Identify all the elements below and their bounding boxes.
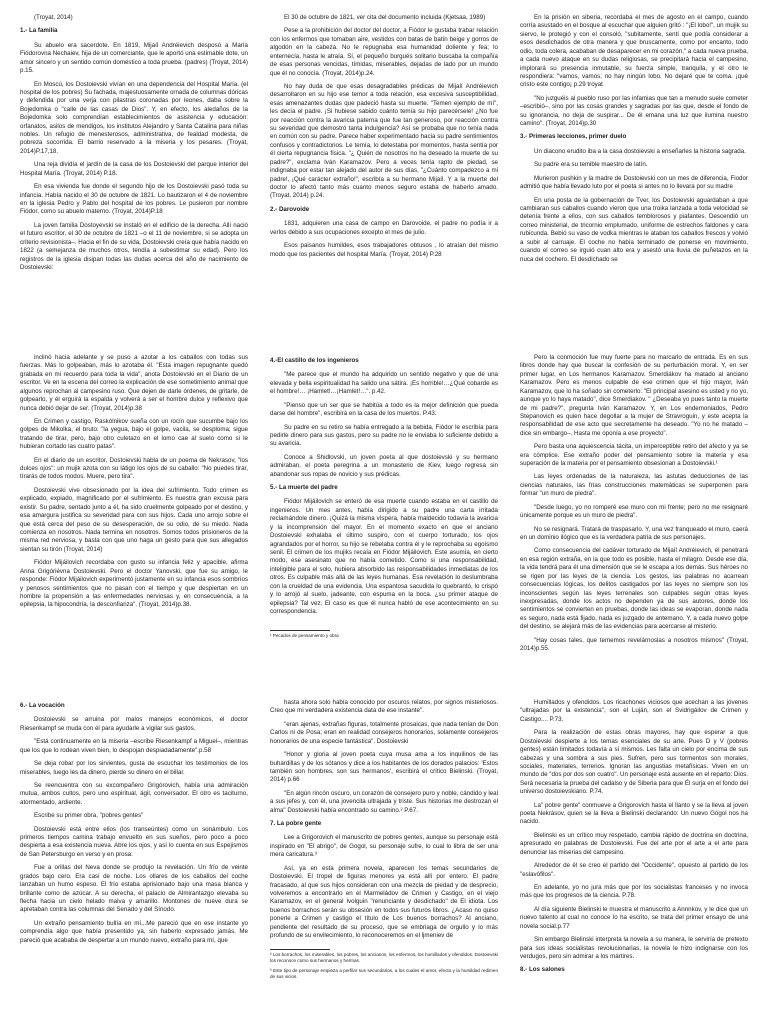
page-section-1: [0, 0, 768, 318]
paragraph: "En algún rincón oscuro, un corazón de consejero puro y noble, cándido y leal a sus jefes y, con él, una jovencita ultrajada y triste. Sus historias me destrozan el alma" Dostoievski había encontrado su camino.² P.67.: [270, 789, 498, 814]
paragraph: Pese a la prohibición del doctor del doctor, a Fiódor le gustaba trabar relación con los enfermos que tomaban aire, vestidos con batas de batín beige y gorros de algodón en la cabeza. No le repugnaba esa humanidad doliente y fea; lo enternecía, hasta le atraía. Sí, el pequeño burgués solitario buscaba la compañía de esas personas vencidas, tímidas, miserables, dejadas de lado por un mundo que él no conocía. (Troyat, 2014)p.24.: [270, 27, 498, 77]
footnote-rule: [270, 949, 330, 950]
paragraph: "Está continuamente en la miseria –escribe Riesenkampf a Miguel–, mientras que los que lo rodean viven bien, lo despojan despiadadamente".p.58: [20, 738, 248, 754]
paragraph: "Hay cosas tales, que tememos revelárnoslas a nosotros mismos" (Troyat, 2014)p.55.: [520, 636, 748, 653]
paragraph: En adelante, yo no jura más que por los socialistas franceses y no invoca más que los progresos de la ciencia. P.78.: [520, 884, 748, 900]
section-heading: 5.- La muerte del padre: [270, 484, 338, 492]
section-heading: 7. La pobre gente: [270, 820, 322, 828]
paragraph: Se reencuentra con su excompañero Grigórovich, había una admiración mutua, ambos cultos, pero uno espiritual, ágil, conversador. El otro es taciturno, atormentado, ardiente.: [20, 781, 248, 806]
text-column-1: [20, 699, 248, 950]
paragraph: Escribe su primer obra, "pobres gentes": [34, 812, 144, 820]
paragraph: (Troyat, 2014): [34, 14, 73, 21]
paragraph: "No juzguéis al pueblo ruso por las infamias que tan a menudo suele cometer –escribió–, sino por las cosas grandes y sagradas por las que, desde el fondo de su ignorancia, no deja de suspirar... De él emana una luz que ilumina nuestro camino". (Troyat, 2014)p.30: [520, 94, 748, 128]
paragraph: En Crimen y castigo, Raskólnikov sueña con un rocín que sucumbe bajo los golpes de Mikolka, el bruto: "la yegua, bajo el golpe, vacila, se desploma; sigue tratando de tirar, pero, bajo otro culetazo en el lomo cae al suelo como si le hubieran cortado las cuatro patas".: [20, 417, 248, 451]
paragraph: Conoce a Shidlovski, un joven poeta al que dostoievski y su hermano admiraban, el poeta peregrina a un monasterio de Kiev, luego regresa sin abandonar sus ropas de novicio y sus prédicas.: [270, 453, 498, 478]
text-column-2: [270, 14, 498, 264]
paragraph: "Desde luego, yo no romperé ese muro con mi frente; pero no me resignaré únicamente porque es un muro de piedra".: [520, 503, 748, 520]
paragraph: No hay duda de que esas desagradables prédicas de Mijaíl Andréievich desarrollaron en su hijo ese temor a toda relación, esa excesiva susceptibilidad, esas amenazantes dudas que padeció hasta su muerte. "Temen ejemplo de mí", les decía el padre. ¡Si hubiese sabido cuánto temía su hijo parecérsele! ¿No fue por reacción contra la avaricia paterna que fue tan generoso, por reacción contra su severidad que demostró tanta indulgencia? Así se probaba que no tenía nada en común con su padre. Parece haber experimentado hacia su padre sentimientos confusos y contradictorios. Le temía, lo detestaba por momentos, hasta sentía por él cierta repugnancia física. "¿ Quién de nosotros no ha deseado la muerte de su padre?", exclama Iván Karamazov. Pero a veces tenía rapto de piedad, se indignaba por estar tan alejado del autor de sus días, "¿Cuánto compadezco a mi padre!, ¡Qué carácter extraño!", escribía a su hermano Mijaíl. Y a la muerte del doctor lo afectó tanto más cuanto menos seguro estaba de haberlo amado. (Troyat, 2014) p.24.: [270, 82, 498, 200]
paragraph: Lee a Grigorovich el manuscrito de pobres gentes, aunque su personaje está inspirado en "El abrigo", de Gogol, su personaje sufre, lo cual lo libra de ser una mera caricatura.³: [270, 834, 498, 859]
footnote-area: [270, 622, 498, 641]
paragraph: Bielinski es un crítico muy respetado, cambia rápido de doctrina en doctrina, apresurado en palabras de Dostoievski. Fue del arte por el arte a el arte para denunciar las miserias del campesino.: [520, 831, 748, 856]
paragraph: No se resignará. Tratará de traspasarlo. Y, una vez franqueado el muro, caerá en un dominio ilógico que es la verdadera patria de sus personajes.: [520, 525, 748, 542]
paragraph: "Honor y gloria al joven poeta cuya musa ama a los inquilinos de las buhardillas y de los sótanos y dice a los habitantes de los dorados palacios: 'Estos también son hombres, son sus hermanos', escribirá el crítico Bielinski. (Troyat, 2014) p.66: [270, 751, 498, 784]
paragraph: Su padre en su retiro se había entregado a la bebida, Fiódor le escribía para pedirle dinero para sus gastos, pero su padre no le enviaba lo suficiente debido a su avaricia.: [270, 423, 498, 448]
footnote-rule: [270, 630, 330, 631]
paragraph: La" pobre gente" conmueve a Grigorovich hasta el llanto y se la lleva al joven poeta Nekrásov, quien se la lleva a Bielinski declarando: Un nuevo Gógol nos ha nacido.: [520, 801, 748, 826]
paragraph: Como consecuencia del cadáver torturado de Mijaíl Andréievich, él penetrará en esa región extraña, en la que todo es posible, hasta el milagro. Desde ese día, la vida tendrá para él una dimensión que se le escapa a los demás. Sus héroes no se rigen por las leyes de la ciencia. Los gestos, las palabras no acarrean consecuencias lógicas, los delitos castigados por las leyes no siempre son los inconscientes según las leyes terrenales son culpables según otras leyes inexpresadas, donde los actos no dependen ya de sus autores, donde los sentimientos se convierten en pruebas, donde las ideas se evaporan, donde nada es seguro, nada está fijado, nada es juzgado de antemano. Y, a cada nuevo golpe del destino, se alejará más de las evidencias para acercarse al misterio.: [520, 547, 748, 631]
page-section-3: [0, 685, 768, 1024]
paragraph: 1831, adquieren una casa de campo en Darovoide, el padre no podía ir a verlos debido a sus ocupaciones excepto el mes de julio.: [270, 220, 498, 236]
paragraph: En la prisión en siberia, recordaba el mes de agosto en el campo, cuando corría asustado en el bosque al escuchar que alguien gritó : "¡El lobo!", un mujik su siervo, le protegió y con el consoló, "subitamente, sentí que podía considerar a esos desdichados de otra manera y que bruscamente, como por encanto, todo odio, toda colera, acababan de desaparecer en mi corazón," a cada nueva prueba, a cada nuevo ataque en su dudas religiosas, se precipitará hacia el campesino, implorará su presencia inmutable, su fuerza simple, tranquila, y el otro le respondiera: "vamos, vamos; no hay ningún lobo. No dejaré que te coma. ¡qué cristo este contigo¡ p.29 troyat: [520, 14, 748, 89]
paragraph: En el diario de un escritor, Dostoievski habla de un poema de Nekrasov, "los dulces ojos": un mujik azota con su látigo los ojos de su caballo: "No puedes tirar, tírarás de todos modos. Muere, pero tira".: [20, 456, 248, 481]
paragraph: Esos paisanos humildes, esos trabajadores obtusos , lo atraían del mismo modo que los pacientes del hospital María. (Troyat, 2014) P.28: [270, 242, 498, 258]
paragraph: Las leyes ordenadas de la naturaleza, las astutas deducciones de las ciencias naturales, las frías construcciones matemáticas se superponen para formar "un muro de piedra".: [520, 473, 748, 498]
section-heading: 8.- Los salones: [520, 966, 565, 974]
paragraph: inclinó hacia adelante y se puso a azotar a los caballos con todas sus fuerzas. Más lo golpeaban, más lo azotaba él. "Esta imagen repugnante quedó grabada en mi recuerdo para toda la vida", anota Dostoievski en el Diario de un escritor. Ve en la escena del correo la explicación de ese sometimiento animal que algunos reprochan al campesino ruso. Que dejen de darle órdenes, de gritarle, de golpearlo, y él erguirá la espalda y volverá a ser el hombre dulce y reflexivo que nunca debió dejar de ser. (Troyat, 2014)p.38: [20, 354, 248, 412]
paragraph: Su padre era su temible maestro de latín.: [534, 161, 648, 169]
section-heading: 3.- Primeras lecciones, primer duelo: [520, 133, 627, 141]
paragraph: En Moscú, los Dostoievski vivían en una dependencia del Hospital María. (el hospital de los pobres) Su fachada, majestuosamente ornada de columnas dóricas y defendida por una verja con pilastras coronadas por leones, daba sobre la Bojedomka o "calle de las casas de Dios". Y, en efecto, los aledaños de la Bojedomka solo comprendían establecimientos de asistencia y educación: orfanatos, asilos de mendigos, los institutos Alejandro y Santa Catalina para niñas nobles. Un refugio de menesterosos, administrativa, de fealdad modesta, de pobreza socorrida. El barrio reservado a la miseria y los pesares. (Troyat, 2014)P.17,18.: [20, 80, 248, 155]
paragraph: Una reja dividía el jardín de la casa de los Dostoievski del parque interior del Hospital María. (Troyat, 2014) P.18.: [20, 161, 248, 177]
text-column-1: [20, 14, 248, 277]
paragraph: Murieron pushkin y la madre de Dostoievski con un mes de diferencia, Fiodor admitió que había llevado luto por el poeta si antes no lo llevara por su madre: [520, 174, 748, 191]
paragraph: Dostoievski se arruina por malos manejos económicos, el doctor Riesenkampf se muda con él para ayudarle a vigilar sus gastos.: [20, 716, 248, 732]
text-column-2: [270, 354, 498, 621]
page-section-2: [0, 340, 768, 665]
paragraph: Dostoievski está entre ellos (los transeúntes) como un sonámbulo. Los primeros tiempos camina trabajo envuelto en sus sueños, pero poco a poco despierta a esa existencia nueva. Abre los ojos, y así lo cuenta en sus Espejismos de San Petersburgo en verso y en prosa:: [20, 825, 248, 858]
paragraph: Fiódor Mijáilovich recordaba con gusto su infancia feliz y apacible, afirma Anna Grigóriévna Dostoievski. Pero el doctor Yanovski, que fue su amigo, le responde: Fiódor Mijáilovich experimentó justamente en su infancia esos sombríos y penosos sentimientos que no pasan con el tiempo y que despiertan en un hombre la propensión a las enfermedades nerviosas y, en consecuencia, a la epilepsia, la hipocondría, la desconfianza". (Troyat, 2014)p.38.: [20, 559, 248, 609]
paragraph: "Me parece que el mundo ha adquirido un sentido negativo y que de una elevada y bella espiritualidad ha salido una sátira. ¡Es horrible!…¿Qué cobarde es el hombre!… ¡Hamlet!…¡Hamlet!…". p.42.: [270, 371, 498, 396]
section-heading: 4.-El castillo de los ingenieros: [270, 357, 359, 364]
paragraph: Dostoievski vive obsesionado por la idea del sufrimiento. Todo crimen es explicado, expiado, magnificado por el sufrimiento. Es nuestra gran excusa para existir. Su padre, sentado junto a él, ha sido cruelmente golpeado por el destino, y esa amargura justifica su severidad para con sus hijos. Cada uno arrojo sobre el que está cerca del peso de su desesperación, de su odio, de su miedo. Nada comienza en nosotros. Nada termina en nosotros. Somos todos prisioneros de la misma red nerviosa, y basta con que uno haga un gesto para que sus allegados sientan su tirón (Troyat, 2014): [20, 486, 248, 553]
section-heading: 1.- La familia: [20, 27, 58, 35]
paragraph: "Pienso que un ser que se habitúa a todo es la mejor definición que pueda darse del hombre", escribirá en la casa de los muertos. P.43.: [270, 401, 498, 418]
paragraph: Un diacono erudito iba a la casa dostoievski a enseñarles la historia sagrada.: [534, 147, 746, 155]
footnote: ² Los borrachos, los miserables, los pobres, los ancianos, los enfermos, los humillados y ofendidos. Dostoievski los reconoce como sus hermanos y hermas.: [270, 951, 498, 963]
paragraph: Pero la conmoción fue muy fuerte para no marcarlo de entrada. Es en sus libros donde hay que buscar la confesión de su perturbación moral. Y, en ser primer lugar, en Los hermanos Karamazov. Smerdiákov ha matado al anciano Karamazov. Pero es menos culpable de ese crimen que el hijo mayor, Iván Karamazov, que lo ha soñado sin cometerlo: "El principal asesino es usted y no yo, aunque yo lo haya matado", dice Smerdiakov. " ¿Deseaba yo pues tanto la muerte de mi padre?", pregunta Iván Karamazov. Y, en Los endemoniados, Pedro Stepanovich es quien hace degollar a la mujer de Stravroguin, y este acepta la responsabilidad de ese acto que secretamente ha deseado. "Yo no he matado –dice sin embargo–. Hasta me oponía a ese proyecto".: [520, 354, 748, 437]
paragraph: Pero basta una aquiescencia tácita, un imperceptible retiro del afecto y ya se era cómplice. Ese extraño poder del pensamiento sobre la materia y esa superación de la materia por el pensamiento obsesionan a Dostoievski.¹: [520, 443, 748, 468]
text-column-2: [270, 699, 498, 985]
section-heading: 6.- La vocación: [20, 702, 65, 709]
paragraph: Su abuelo era sacerdote. En 1819, Mijaíl Andréievich desposó a María Fiódorovna Nechaiev, hija de un comerciante, que le aportó una estimable dote, un amor sincero y un sentido común doméstico a toda prueba. (padres) (Troyat, 2014) p.15.: [20, 41, 248, 75]
paragraph: hasta ahora solo había conocido por oscuros relatos, por signos misteriosos. Creo que mi verdadera existencia data de ese instante".: [270, 699, 498, 715]
paragraph: Humillados y ofendidos. Los ricachones viciosos que acechan a las jóvenes "ultrajadas por la existencia", son el Luján, son el Svidrigáilov de Crimen y Castigo.... P.73.: [520, 699, 748, 723]
paragraph: Para la realización de estas obras mayores, hay que esperar a que Dostoievski despierte a los temas esenciales de su arte. Pues D y V (pobres gentes) están limitados todavía a sí mismos. Les falta un cielo por encima de sus cabezas y una sombra a sus pies. Sufren, pero sus tormentos son morales, sociales, materiales, terrenos. Ignoran las angustias metafísicas. Viven en un mundo de "dos por dos son cuatro". Un personaje está ausente en el reparto: Dios. Será necesaria la prueba del cadalso y de Siberia para que Él surja en el fondo del universo dostoievskiano. P.74.: [520, 729, 748, 796]
paragraph: Así, ya en esta primera novela, aparecen los temas secundarios de Dostoievski. El tropel de figuras menores ya está allí por entero. El padre fracasado, al que sus hijos consideran con una mezcla de piedad y de desprecio, volveremos a encontrarlo en el Marmeládov de Crimen y Castigo, en el viejo Karamazov, en el general Ivolguin "renunciante y desdichado" de El idiota. Los buenos borrachos serán su obsesión en todos sus futuros libros. ¿Acaso no quiso ponerle a Crimen y castigo el título de Los buenos borrachos? Al anciano, pendiente del resultado de su proceso, que se embriaga de orgullo y lo más profundo de su envilecimiento, lo reconoceremos en el ljmeniev de: [270, 864, 498, 940]
paragraph: "eran ajenas, extrañas figuras, totalmente prosaicas, que nada tenían de Don Carlos ni de Posa; eran en realidad consejeros honorarios, solamente consejeros honorarios de una especie fantástica". Dostoievski: [270, 720, 498, 745]
paragraph: Alrededor de él se creo el partido del "Occidente", opuesto al partido de los "eslavófilos".: [520, 862, 748, 878]
text-column-3: [520, 699, 748, 981]
paragraph: La joven familia Dostoyevski se instaló en el edificio de la derecha. Allí nació el futuro escritor, el 30 de octubre de 1821 –o el 11 de noviembre, si se adopta un criterio revisionista–. Hacia el fin de su vida, Dostoievski creía que había nacido en 1822 (a semejanza de muchos otros, tendía a subestimar su edad). Pero los registros de la iglesia disipan todas las dudas acerca del año de nacimiento de Dostoievski:: [20, 221, 248, 271]
paragraph: El 30 de octubre de 1821, ver cita del documento incluida (Kjetsaa, 1989): [284, 14, 486, 21]
section-heading: 2.- Darovoide: [270, 205, 310, 213]
paragraph: Fiódor Mijáilovich se enteró de esa muerte cuando estaba en el castillo de ingenieros. Un mes antes, había dirigido a su padre una carta irritada reclamándole dinero. ¡Quizá la misma víspera, había maldecido todavía la avaricia y la incomprensión del mayor. En el momento exacto en que el anciano Dostoievski exhalaba el último suspiro, con el cuerpo torturado, los ojos agrandados por el horror, su hijo se rebelaba contra él y le reprochaba su egoísmo senil. El crimen de los mujiks recaía en Fiódor Mijáilovich. Este asumía, en cierto modo, ese asesinato que no había cometido. Como si una responsabilidad, inteligible para el solo, hubiera absorbido las responsabilidades inmediatas de los otros. Es culpable más allá de las leyes humanas. Esa revelación lo deslumbraba con la crueldad de una evidencia. Una espantosa sacudida lo quebrantó, lo crispó y lo arrojó al suelo, jadeante, con espuma en la boca. ¿su primer ataque de epilepsia? Tal vez. El caso es que él nunca habló de ese acontecimiento en su correspondencia.: [270, 498, 498, 615]
footnote: ³ Este tipo de personaje empieza a perfilar sus secundarios, a los cuales el amor, efecto y la humildad redimen de sus vicios.: [270, 968, 498, 980]
text-column-1: [20, 354, 248, 615]
paragraph: Sin embargo Bielinski interpreta la novela a su manera, le serviría de pretexto para sus ideas socialistas revolucionarias, la novela le hizo indignarse con los verdugos, pero sin admirar a los mártires.: [520, 936, 748, 960]
footnote: ¹ Pecados de pensamiento y obra: [270, 633, 339, 638]
paragraph: En una posta de la gobernación de Tver, los Dostoievski aguardaban a que cambiaran sus caballos cuando vieron que una troika lanzada a toda velocidad se detenía frente a ellos, con sus caballos temblorosos y piafantes. Descendió un correo ministerial, de tricornio emplumado, uniforme de estrechos faldones y cara rubicunda. Bebió su vaso de vodka mientras le ataban los caballos frescos y volvió a subir al carruaje. El coche no había terminado de ponerse en movimiento, cuando el correo se irguió cuan alto era y asestó una lluvia de puñetazos en la nuca del cochero. El desdichado se: [520, 196, 748, 263]
text-column-3: [520, 14, 748, 269]
paragraph: En esa vivienda fue donde el segundo hijo de los Dostoievski pasó toda su infancia. Había nacido el 30 de octubre de 1821. Lo bautizaron el 4 de noviembre en la iglesia Pedro y Pablo del hospital de los pobres. Le pusieron por nombre Fiódor, como su abuelo materno. (Troyat, 2014)P.18: [20, 183, 248, 216]
paragraph: Al día siguiente Bielinski le muestra el manuscrito a Annnkov, y le dice que un nuevo talento al cual no conoce lo ha escrito, se trata del primer ensayo de una novela social.p.77: [520, 905, 748, 930]
paragraph: Un extraño pensamiento bullía en mí,..Me pareció que en ese instante yo comprendía algo que había presentido ya, sin haberlo expresado jamás. Me pareció que acababa de despertar a un mundo nuevo, extraño para mí, que: [20, 919, 248, 944]
paragraph: Se deja robar por los sirvientes, gusta de escuchar los testimonios de los miserables, luego les da dinero, pierde su dinero en el billar.: [20, 760, 248, 776]
paragraph: Fue a orillas del Neva donde se produjo la revelación. Un frío de veinte grados bajo cero. Era casi de noche. Los ollares de los caballos del coche lanzaban un humo espeso. El frío estaba aprisionado bajo una masa blanca y brillante como de azúcar. A su derecha, el palacio de Almirantazgo elevaba su flecha hacia un cielo helado malva y amarillo. Montones de nueve dura se apretaban contra las columnas del Senado y del Sínodo.: [20, 864, 248, 914]
text-column-3: [520, 354, 748, 659]
